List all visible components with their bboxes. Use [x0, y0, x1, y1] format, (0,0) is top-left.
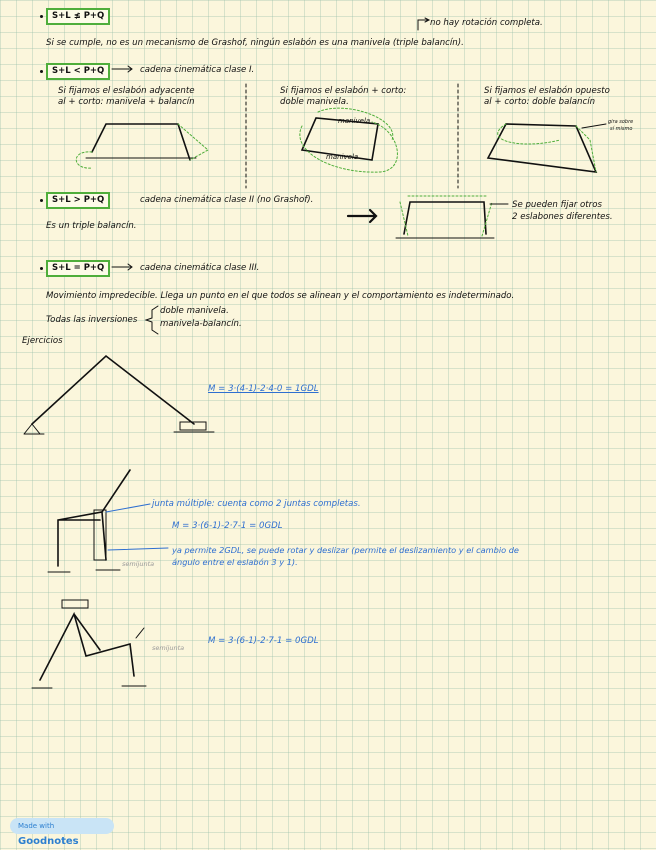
multiple-joint-note: junta múltiple: cuenta como 2 juntas completas.	[152, 499, 361, 509]
equation-3: M = 3·(6-1)-2·7-1 = 0GDL	[208, 636, 319, 646]
class3-text: cadena cinemática clase III.	[140, 263, 260, 273]
inversions-label: Todas las inversiones	[46, 315, 138, 325]
col2-label-manivela-top: manivela	[338, 117, 371, 125]
class2-text: cadena cinemática clase II (no Grashof).	[140, 195, 314, 205]
semijoint-label-1: semijunta	[122, 560, 155, 568]
col2-label-manivela-bottom: manivela	[326, 153, 359, 161]
pointer	[106, 504, 150, 512]
equation-2b-a: ya permite 2GDL, se puede rotar y deslizar (permite el deslizamiento y el cambio de	[172, 545, 519, 555]
crank-path	[76, 152, 92, 168]
note-no-rotation: no hay rotación completa.	[430, 18, 543, 28]
class2-sketch	[404, 202, 486, 234]
pointer	[136, 628, 144, 638]
col1-line-b: al + corto: manivela + balancín	[58, 97, 195, 107]
condition-box-1: S+L ≰ P+Q	[46, 8, 110, 25]
condition-box-2: S+L < P+Q	[46, 63, 110, 80]
unpredictable-line: Movimiento impredecible. Llega un punto en el que todos se alinean y el comportamiento es indeterminado.	[46, 291, 515, 301]
col2-line-b: doble manivela.	[280, 97, 349, 107]
side-note-b: 2 eslabones diferentes.	[512, 212, 613, 222]
exercise3-mechanism	[40, 614, 134, 680]
big-arrow	[348, 210, 376, 222]
pointer	[582, 124, 606, 128]
rocker-path	[498, 124, 560, 144]
crank-circle	[300, 122, 398, 172]
ground	[32, 686, 146, 688]
condition-box-4: S+L = P+Q	[46, 260, 110, 277]
brace	[146, 306, 158, 334]
class1-text: cadena cinemática clase I.	[140, 65, 255, 75]
equation-1: M = 3·(4-1)-2·4-0 = 1GDL	[208, 384, 319, 394]
double-crank-sketch	[302, 118, 378, 160]
inversion-b: manivela-balancín.	[160, 319, 242, 329]
crank-circle	[318, 108, 393, 140]
top-slider	[62, 600, 88, 608]
ground	[24, 424, 44, 434]
rocker-path	[178, 124, 208, 160]
section-title-ejercicios: Ejercicios	[22, 336, 63, 346]
pointer	[108, 548, 168, 550]
arrow-class3	[112, 264, 132, 270]
crank-rocker-sketch	[92, 124, 190, 160]
grashof-line: Si se cumple, no es un mecanismo de Grashof, ningún eslabón es una manivela (triple balancín).	[46, 38, 464, 48]
equation-2: M = 3·(6-1)-2·7-1 = 0GDL	[172, 521, 283, 531]
double-rocker-sketch	[488, 124, 596, 172]
side-note-a: Se pueden fijar otros	[512, 200, 602, 210]
semijoint-label-2: semijunta	[152, 644, 185, 652]
ground	[48, 570, 120, 572]
col3-label-b: sí mismo	[610, 126, 633, 132]
col3-line-a: Si fijamos el eslabón opuesto	[484, 86, 610, 96]
arrow-class1	[112, 66, 132, 72]
goodnotes-badge: Made with Goodnotes	[10, 818, 114, 834]
equation-2b-b: ángulo entre el eslabón 3 y 1).	[172, 557, 298, 567]
col2-line-a: Si fijamos el eslabón + corto:	[280, 86, 407, 96]
triple-rocker-line: Es un triple balancín.	[46, 221, 137, 231]
inversion-a: doble manivela.	[160, 306, 229, 316]
condition-box-3: S+L > P+Q	[46, 192, 110, 209]
exercise1-mechanism	[32, 356, 194, 424]
col3-label-a: gira sobre	[608, 119, 634, 125]
col1-line-a: Si fijamos el eslabón adyacente	[58, 86, 195, 96]
col3-line-b: al + corto: doble balancín	[484, 97, 596, 107]
